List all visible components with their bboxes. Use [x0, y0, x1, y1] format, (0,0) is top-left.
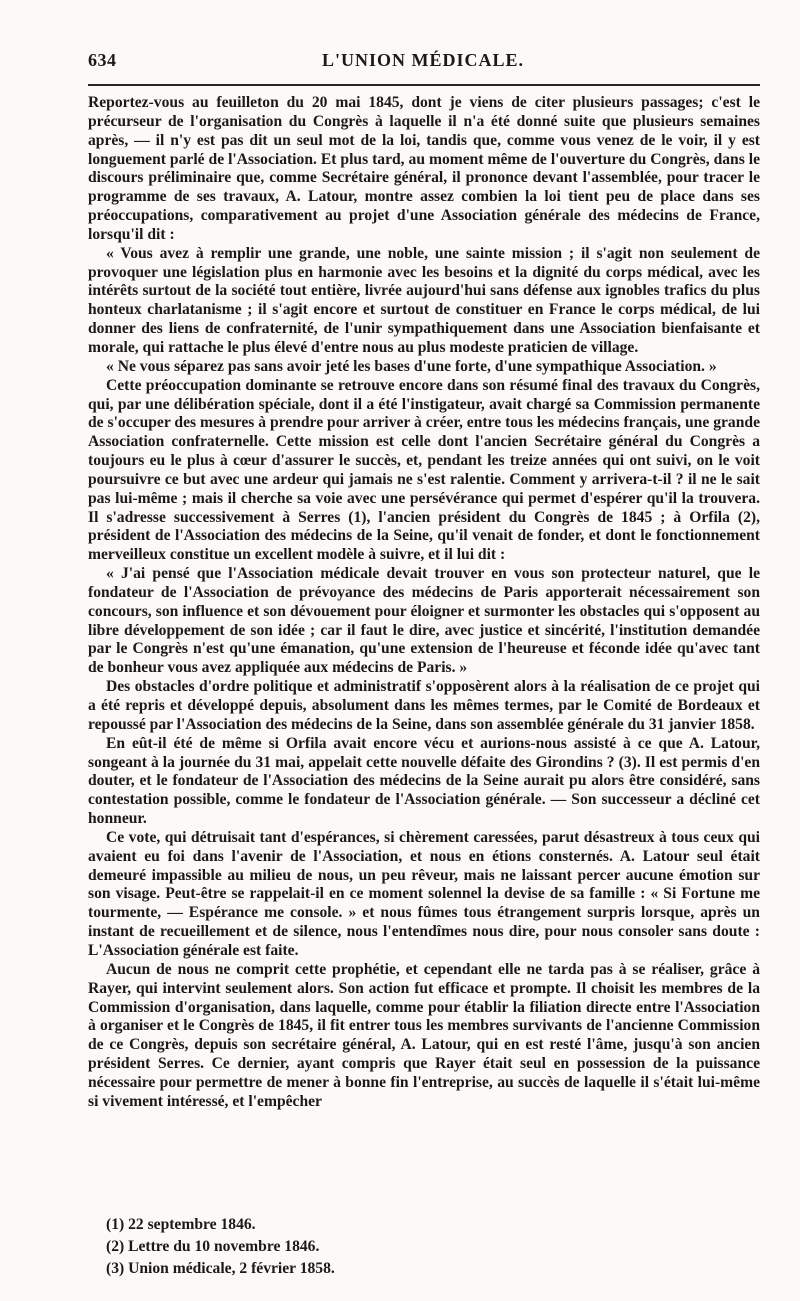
footnotes [106, 1214, 706, 1280]
footnote: (2) Lettre du 10 novembre 1846. [106, 1238, 320, 1255]
body-text [88, 94, 760, 1112]
paragraph: Des obstacles d'ordre politique et administratif s'opposèrent alors à la réalisation de ce projet qui a été repris et développé depuis, absolument dans les mêmes termes, par le Comité de Bordeaux et repoussé par l'Association des médecins de la Seine, dans son assemblée générale du 31 janvier 1858. [88, 678, 760, 733]
footnote: (1) 22 septembre 1846. [106, 1216, 256, 1233]
paragraph: « J'ai pensé que l'Association médicale devait trouver en vous son protecteur naturel, que le fondateur de l'Association de prévoyance des médecins de Paris apporterait nécessairement son concours, son influence et son dévouement pour éloigner et surmonter les obstacles qui s'opposent au libre développement de son idée ; car il faut le dire, avec justice et sincérité, l'institution demandée par le Congrès n'est qu'une émanation, qu'une extension de l'heureuse et féconde idée qu'avec tant de bonheur vous avez appliquée aux médecins de Paris. » [88, 565, 760, 677]
header-rule [88, 84, 760, 86]
page-number: 634 [88, 50, 117, 70]
page-header [88, 50, 758, 82]
paragraph: Reportez-vous au feuilleton du 20 mai 1845, dont je viens de citer plusieurs passages; c'est le précurseur de l'organisation du Congrès à laquelle il n'a été donné suite que plusieurs semaines après, — il n'y est pas dit un seul mot de la loi, tandis que, comme vous venez de le voir, il y est longuement parlé de l'Association. Et plus tard, au moment même de l'ouverture du Congrès, dans le discours préliminaire que, comme Secrétaire général, il prononce devant l'assemblée, pour tracer le programme de ses travaux, A. Latour, montre assez combien la loi tient peu de place dans ses préoccupations, comparativement au projet d'une Association générale des médecins de France, lorsqu'il dit : [88, 94, 760, 243]
paragraph: Aucun de nous ne comprit cette prophétie, et cependant elle ne tarda pas à se réaliser, grâce à Rayer, qui intervint seulement alors. Son action fut efficace et prompte. Il choisit les membres de la Commission d'organisation, dans laquelle, comme pour établir la filiation directe entre l'Association à organiser et le Congrès de 1845, il fit entrer tous les membres survivants de l'ancienne Commission de ce Congrès, depuis son secrétaire général, A. Latour, qui en est resté l'âme, jusqu'à son ancien président Serres. Ce dernier, ayant compris que Rayer était seul en possession de la puissance nécessaire pour permettre de mener à bonne fin l'entreprise, au succès de laquelle il s'était lui-même si vivement intéressé, et l'empêcher [88, 960, 760, 1110]
paragraph: « Ne vous séparez pas sans avoir jeté les bases d'une forte, d'une sympathique Association. » [106, 357, 717, 375]
paragraph: En eût-il été de même si Orfila avait encore vécu et aurions-nous assisté à ce que A. Latour, songeant à la journée du 31 mai, appelait cette nouvelle défaite des Girondins ? (3). Il est permis d'en douter, et le fondateur de l'Association des médecins de la Seine aurait pu alors être considéré, sans contestation possible, comme le fondateur de l'Association générale. — Son successeur a décliné cet honneur. [88, 734, 760, 828]
paragraph: Ce vote, qui détruisait tant d'espérances, si chèrement caressées, parut désastreux à tous ceux qui avaient eu foi dans l'avenir de l'Association, et nous en étions consternés. A. Latour seul était demeuré impassible au milieu de nous, un peu rêveur, mais ne laissant percer aucune émotion sur son visage. Peut-être se rappelait-il en ce moment solennel la devise de sa famille : « Si Fortune me tourmente, — Espérance me console. » et nous fûmes tous étrangement surpris lorsque, après un instant de recueillement et de silence, nous l'entendîmes nous dire, pour nous consoler sans doute : L'Association générale est faite. [88, 828, 760, 959]
running-title: L'UNION MÉDICALE. [321, 50, 525, 70]
paragraph: Cette préoccupation dominante se retrouve encore dans son résumé final des travaux du Congrès, qui, par une délibération spéciale, dont il a été l'instigateur, avait chargé sa Commission permanente de s'occuper des mesures à prendre pour arriver à créer, entre tous les médecins français, une grande Association confraternelle. Cette mission est celle dont l'ancien Secrétaire général du Congrès a toujours eu le plus à cœur d'assurer le succès, et, pendant les treize années qui ont suivi, on le voit poursuivre ce but avec une ardeur qui jamais ne s'est ralentie. Comment y arrivera-t-il ? il ne le sait pas lui-même ; mais il cherche sa voie avec une persévérance qui permet d'espérer qu'il la trouvera. Il s'adresse successivement à Serres (1), l'ancien président du Congrès de 1845 ; à Orfila (2), président de l'Association des médecins de la Seine, qu'il venait de fonder, et dont le fonctionnement merveilleux constitue un excellent modèle à suivre, et il lui dit : [88, 376, 760, 564]
paragraph: « Vous avez à remplir une grande, une noble, une sainte mission ; il s'agit non seulement de provoquer une législation plus en harmonie avec les besoins et la dignité du corps médical, avec les intérêts surtout de la société tout entière, livrée aujourd'hui sans défense aux ignobles trafics du plus honteux charlatanisme ; il s'agit encore et surtout de constituer en France le corps médical, de lui donner des liens de confraternité, de l'unir sympathiquement dans une Association bienfaisante et morale, qui rattache le plus élevé d'entre nous au plus modeste praticien de village. [88, 244, 760, 356]
footnote: (3) Union médicale, 2 février 1858. [106, 1260, 335, 1277]
